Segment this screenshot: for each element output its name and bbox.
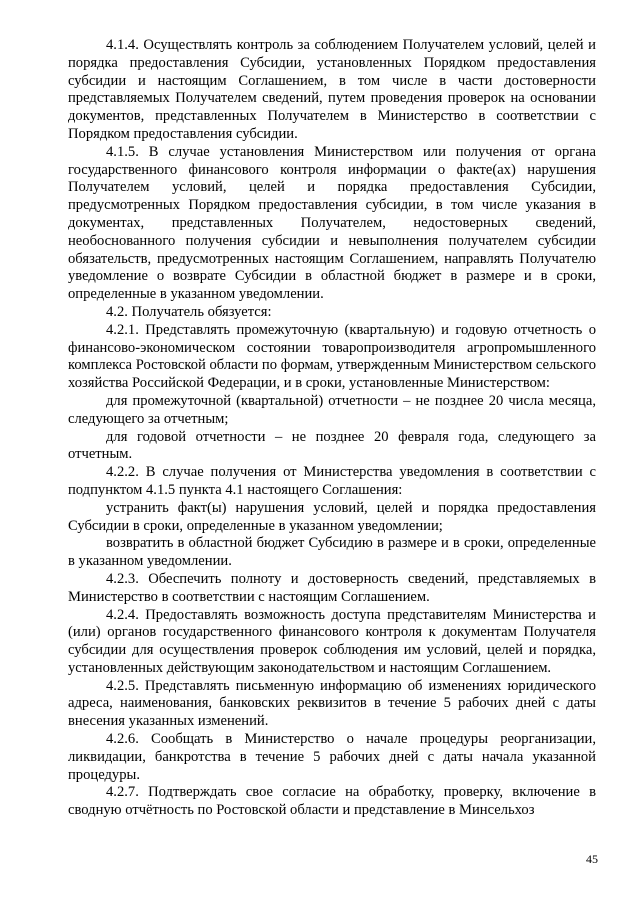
paragraph-4-2-3: 4.2.3. Обеспечить полноту и достоверность сведений, представляемых в Министерство в соответствии с настоящим Соглашением.	[68, 570, 596, 605]
paragraph-4-1-5: 4.1.5. В случае установления Министерством или получения от органа государственного финансового контроля информации о факте(ах) нарушения Получателем условий, целей и порядка предоставления Субсидии, предусмотренных Порядком предоставления субсидии, в том числе указания в документах, представленных Получателем, недостоверных сведений, необоснованного получения субсидии и невыполнения получателем субсидии обязательств, предусмотренных настоящим Соглашением, направлять Получателю уведомление о возврате Субсидии в областной бюджет в размере и в сроки, определенные в указанном уведомлении.	[68, 143, 596, 303]
page-number: 45	[586, 852, 598, 866]
paragraph-4-2-2-return: возвратить в областной бюджет Субсидию в размере и в сроки, определенные в указанном уведомлении.	[68, 535, 596, 570]
paragraph-4-2-4: 4.2.4. Предоставлять возможность доступа представителям Министерства и (или) органов государственного финансового контроля к документам Получателя субсидии для осуществления проверок соблюдения им условий, целей и порядка, установленных действующим законодательством и настоящим Соглашением.	[68, 606, 596, 676]
paragraph-4-2-7: 4.2.7. Подтверждать свое согласие на обработку, проверку, включение в сводную отчётность по Ростовской области и представление в Минсельхоз	[68, 784, 596, 819]
paragraph-4-2-2: 4.2.2. В случае получения от Министерства уведомления в соответствии с подпунктом 4.1.5 пункта 4.1 настоящего Соглашения:	[68, 464, 596, 498]
paragraph-4-2-1-annual: для годовой отчетности – не позднее 20 февраля года, следующего за отчетным.	[68, 428, 596, 463]
paragraph-4-2-1-quarterly: для промежуточной (квартальной) отчетности – не позднее 20 числа месяца, следующего за отчетным;	[68, 392, 596, 427]
paragraph-4-2: 4.2. Получатель обязуется:	[106, 303, 272, 320]
paragraph-4-2-5: 4.2.5. Представлять письменную информацию об изменениях юридического адреса, наименования, банковских реквизитов в течение 5 рабочих дней с даты внесения указанных изменений.	[68, 677, 596, 730]
paragraph-4-1-4: 4.1.4. Осуществлять контроль за соблюдением Получателем условий, целей и порядка предоставления Субсидии, установленных Порядком предоставления субсидии и настоящим Соглашением, в том числе в части достоверности представляемых Получателем сведений, путем проведения проверок на основании документов, представленных Получателем в Министерство в соответствии с Порядком предоставления субсидии.	[68, 37, 596, 142]
paragraph-4-2-1: 4.2.1. Представлять промежуточную (квартальную) и годовую отчетность о финансово-экономическом состоянии товаропроизводителя агропромышленного комплекса Ростовской области по формам, утвержденным Министерством сельского хозяйства Российской Федерации, и в сроки, установленные Министерством:	[68, 321, 596, 392]
document-body	[68, 37, 596, 820]
paragraph-4-2-6: 4.2.6. Сообщать в Министерство о начале процедуры реорганизации, ликвидации, банкротства в течение 5 рабочих дней с даты начала указанной процедуры.	[68, 731, 596, 783]
paragraph-4-2-2-eliminate: устранить факт(ы) нарушения условий, целей и порядка предоставления Субсидии в сроки, определенные в указанном уведомлении;	[68, 499, 596, 534]
